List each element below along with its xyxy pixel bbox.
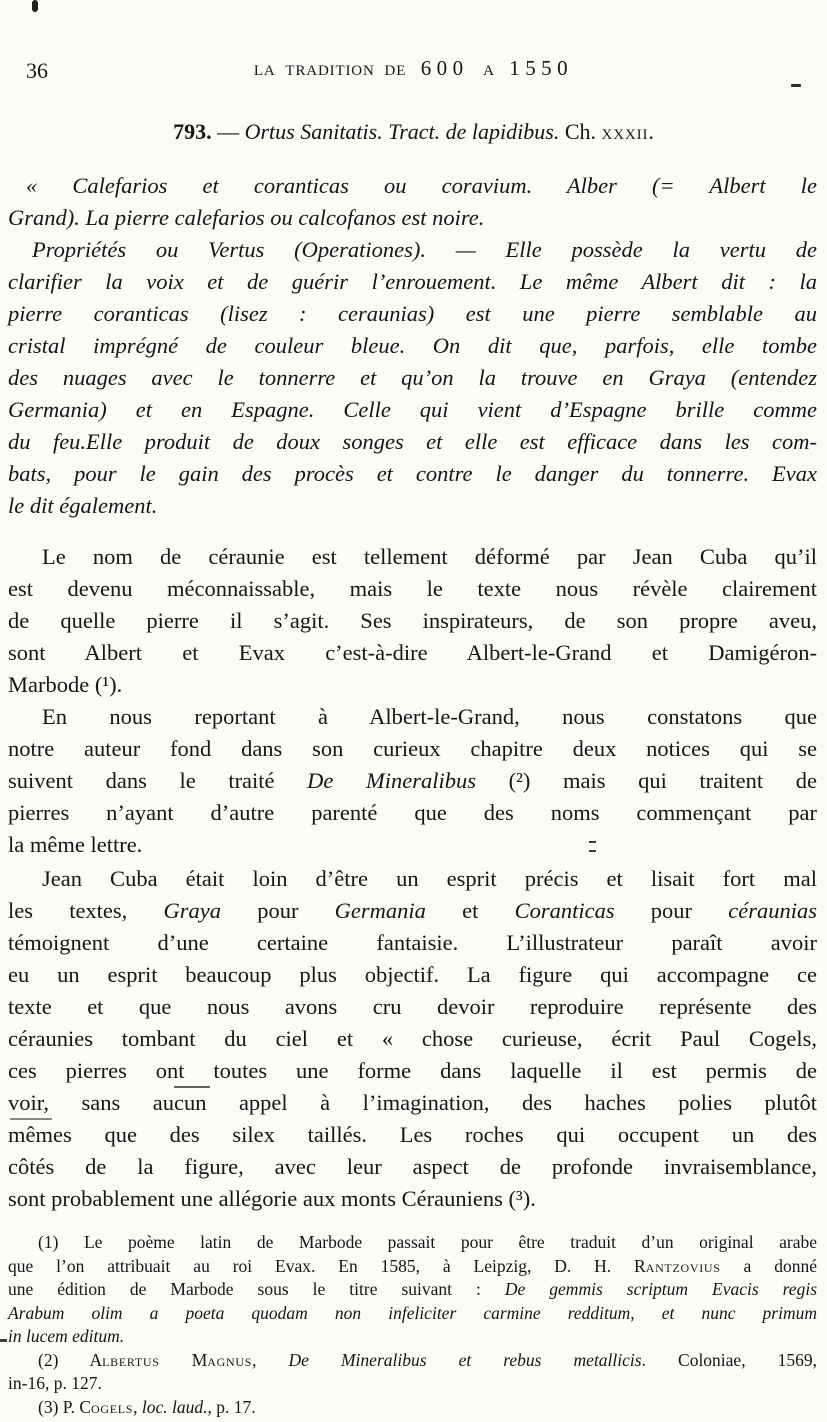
- text-line: Jean Cuba était loin d’être un esprit précis et lisait fort mal: [42, 866, 817, 891]
- text-line: texte et que nous avons cru devoir reproduire représente des: [8, 994, 817, 1019]
- text-line: in lucem editum.: [8, 1326, 125, 1346]
- ink-speck: [791, 84, 801, 87]
- body-paragraph: [8, 701, 817, 861]
- text-line: sont Albert et Evax c’est-à-dire Albert-le-Grand et Damigéron-: [8, 640, 817, 665]
- text-line: « Calefarios et coranticas ou coravium. Alber (= Albert le: [26, 173, 817, 198]
- text-line: in-16, p. 127.: [8, 1373, 102, 1393]
- text-line: voir, sans aucun appel à l’imagination, des haches polies plutôt: [8, 1090, 817, 1115]
- footnotes: [8, 1231, 817, 1419]
- text-line: pierres n’ayant d’autre parenté que des noms commençant par: [8, 800, 817, 825]
- text-line: Le nom de céraunie est tellement déformé par Jean Cuba qu’il: [42, 544, 817, 569]
- quoted-passage: [8, 170, 817, 522]
- text-line: témoignent d’une certaine fantaisie. L’illustrateur paraît avoir: [8, 930, 817, 955]
- text-line: (1) Le poème latin de Marbode passait pour être traduit d’un original arabe: [38, 1232, 817, 1252]
- text-line: céraunies tombant du ciel et « chose curieuse, écrit Paul Cogels,: [8, 1026, 817, 1051]
- text-line: pierre coranticas (lisez : ceraunias) est une pierre semblable au: [8, 301, 817, 326]
- text-line: cristal imprégné de couleur bleue. On dit que, parfois, elle tombe: [8, 333, 817, 358]
- text-line: côtés de la figure, avec leur aspect de profonde invraisemblance,: [8, 1154, 817, 1179]
- text-line: des nuages avec le tonnerre et qu’on la trouve en Graya (entendez: [8, 365, 817, 390]
- page-number: 36: [26, 58, 48, 83]
- text-line: Propriétés ou Vertus (Operationes). — Elle possède la vertu de: [32, 237, 817, 262]
- section-heading: 793. — Ortus Sanitatis. Tract. de lapidibus. Ch. xxxii.: [173, 119, 654, 144]
- text-line: mêmes que des silex taillés. Les roches qui occupent un des: [8, 1122, 817, 1147]
- text-line: notre auteur fond dans son curieux chapitre deux notices qui se: [8, 736, 817, 761]
- body-paragraph: [8, 541, 817, 701]
- text-line: ces pierres ont toutes une forme dans laquelle il est permis de: [8, 1058, 817, 1083]
- text-line: (3) P. Cogels, loc. laud., p. 17.: [38, 1396, 256, 1417]
- text-line: clarifier la voix et de guérir l’enrouement. Le même Albert dit : la: [8, 269, 817, 294]
- text-line: Germania) et en Espagne. Celle qui vient d’Espagne brille comme: [8, 397, 817, 422]
- ink-speck: [32, 0, 38, 12]
- text-line: bats, pour le gain des procès et contre le danger du tonnerre. Evax: [8, 461, 817, 486]
- text-line: que l’on attribuait au roi Evax. En 1585, à Leipzig, D. H. Rantzovius a donné: [8, 1255, 817, 1276]
- text-line: la même lettre.: [8, 832, 143, 857]
- body-paragraph: [8, 863, 817, 1215]
- running-head: la tradition de 600 a 1550: [253, 56, 574, 80]
- text-line: (2) Albertus Magnus, De Mineralibus et rebus metallicis. Coloniae, 1569,: [38, 1349, 817, 1370]
- text-line: de quelle pierre il s’agit. Ses inspirateurs, de son propre aveu,: [8, 608, 817, 633]
- text-line: Marbode (¹).: [8, 672, 123, 697]
- text-line: Arabum olim a poeta quodam non infeliciter carmine redditum, et nunc primum: [8, 1302, 817, 1323]
- text-line: Grand). La pierre calefarios ou calcofanos est noire.: [8, 205, 485, 230]
- text-line: est devenu méconnaissable, mais le texte nous révèle clairement: [8, 576, 817, 601]
- text-line: En nous reportant à Albert-le-Grand, nous constatons que: [42, 704, 817, 729]
- ink-speck: [0, 1339, 7, 1342]
- text-line: sont probablement une allégorie aux monts Cérauniens (³).: [8, 1186, 536, 1211]
- text-line: les textes, Graya pour Germania et Coranticas pour céraunias: [8, 898, 817, 923]
- text-line: une édition de Marbode sous le titre suivant : De gemmis scriptum Evacis regis: [8, 1279, 817, 1299]
- text-line: le dit également.: [8, 493, 158, 518]
- text-line: suivent dans le traité De Mineralibus (²) mais qui traitent de: [8, 768, 817, 793]
- text-line: eu un esprit beaucoup plus objectif. La figure qui accompagne ce: [8, 962, 817, 987]
- text-line: du feu.Elle produit de doux songes et elle est efficace dans les com-: [8, 429, 817, 454]
